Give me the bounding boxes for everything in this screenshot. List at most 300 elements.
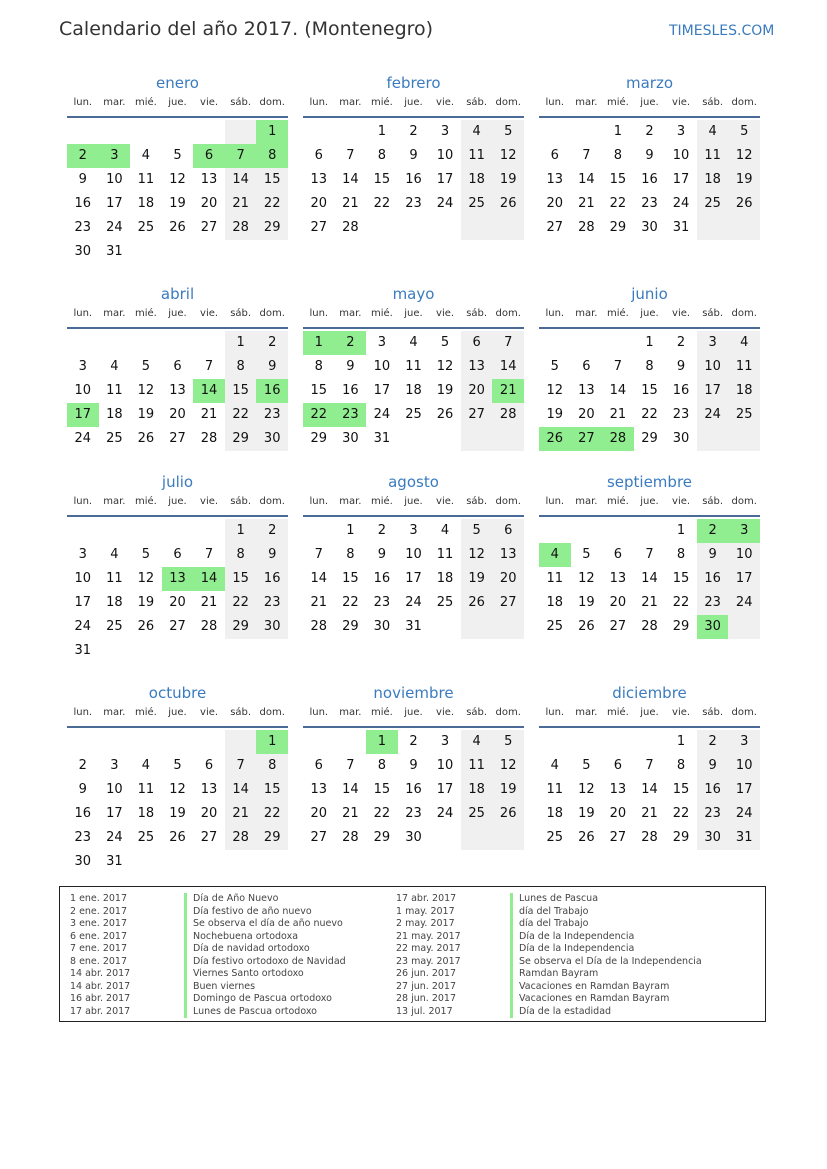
- weekday-label: mié.: [606, 496, 629, 507]
- day-cell: 19: [499, 172, 517, 187]
- weekday-label: mar.: [103, 707, 126, 718]
- day-cell: 10: [436, 758, 454, 773]
- legend-date: 2 ene. 2017: [70, 905, 127, 917]
- day-cell: 24: [704, 407, 721, 422]
- header-divider: [303, 327, 524, 329]
- day-grid: [303, 519, 524, 664]
- day-cell: 26: [499, 806, 517, 821]
- legend-holiday-name: Día de la Independencia: [510, 931, 634, 944]
- day-cell: 1: [676, 734, 686, 749]
- day-cell: 18: [546, 806, 564, 821]
- legend-date: 26 jun. 2017: [396, 968, 457, 979]
- day-cell: 3: [676, 124, 686, 139]
- weekday-header: [67, 707, 288, 723]
- day-cell: 17: [106, 806, 123, 821]
- day-cell: 23: [263, 595, 281, 610]
- day-cell: 10: [735, 758, 753, 773]
- day-cell: 5: [173, 148, 182, 163]
- weekday-label: vie.: [436, 97, 455, 108]
- weekday-label: jue.: [640, 496, 659, 507]
- day-cell: 28: [232, 830, 249, 845]
- day-cell: 22: [232, 595, 249, 610]
- day-cell: 28: [232, 220, 249, 235]
- day-cell: 27: [169, 619, 186, 634]
- day-cell: 14: [499, 359, 517, 374]
- day-cell: 14: [232, 172, 249, 187]
- day-cell: 28: [641, 830, 658, 845]
- holiday-day-cell: 1: [366, 730, 398, 754]
- day-cell: 11: [106, 571, 123, 586]
- legend-date: 3 ene. 2017: [70, 918, 127, 929]
- day-cell: 20: [200, 806, 218, 821]
- day-cell: 17: [735, 782, 753, 797]
- day-cell: 12: [436, 359, 454, 374]
- day-cell: 12: [137, 571, 155, 586]
- day-cell: 19: [137, 407, 155, 422]
- day-cell: 14: [310, 571, 328, 586]
- legend-holiday-name: Día de navidad ortodoxo: [184, 943, 310, 956]
- day-cell: 28: [641, 619, 658, 634]
- day-cell: 17: [735, 571, 753, 586]
- day-cell: 29: [641, 431, 658, 446]
- day-cell: 13: [200, 172, 218, 187]
- weekday-label: dom.: [495, 496, 521, 507]
- day-cell: 19: [499, 782, 517, 797]
- weekday-header: [539, 496, 760, 512]
- day-cell: 10: [74, 383, 92, 398]
- day-cell: 18: [704, 172, 721, 187]
- day-cell: 16: [672, 383, 690, 398]
- weekday-label: vie.: [200, 97, 219, 108]
- day-cell: 14: [609, 383, 627, 398]
- day-cell: 28: [342, 220, 359, 235]
- weekday-label: sáb.: [230, 707, 252, 718]
- day-grid: [539, 120, 760, 265]
- header-divider: [303, 116, 524, 118]
- day-cell: 4: [110, 359, 119, 374]
- header-divider: [539, 726, 760, 728]
- weekday-label: mar.: [103, 496, 126, 507]
- day-cell: 9: [78, 782, 87, 797]
- month-name: abril: [160, 285, 195, 303]
- day-cell: 5: [141, 359, 151, 374]
- day-cell: 6: [582, 359, 591, 374]
- day-cell: 16: [342, 383, 359, 398]
- weekday-label: jue.: [404, 97, 423, 108]
- day-cell: 1: [676, 523, 686, 538]
- holiday-day-cell: 17: [67, 403, 99, 427]
- day-grid: [67, 331, 288, 476]
- day-cell: 4: [550, 758, 559, 773]
- day-cell: 21: [641, 806, 658, 821]
- weekday-label: mar.: [339, 707, 362, 718]
- day-cell: 12: [169, 172, 186, 187]
- day-cell: 4: [472, 734, 481, 749]
- header-divider: [67, 726, 288, 728]
- day-cell: 7: [346, 758, 355, 773]
- day-cell: 21: [310, 595, 328, 610]
- day-cell: 2: [645, 124, 654, 139]
- day-cell: 4: [141, 148, 151, 163]
- day-cell: 13: [310, 782, 328, 797]
- weekday-label: dom.: [259, 496, 285, 507]
- day-cell: 9: [409, 148, 418, 163]
- day-cell: 7: [204, 359, 214, 374]
- day-cell: 2: [268, 523, 277, 538]
- day-cell: 17: [436, 172, 454, 187]
- day-cell: 24: [106, 220, 123, 235]
- day-cell: 26: [169, 830, 186, 845]
- day-cell: 20: [609, 595, 627, 610]
- day-cell: 21: [609, 407, 627, 422]
- legend-date: 27 jun. 2017: [396, 980, 457, 992]
- day-cell: 4: [740, 335, 749, 350]
- holiday-day-cell: 2: [67, 144, 99, 168]
- day-cell: 10: [74, 571, 92, 586]
- day-cell: 9: [268, 359, 277, 374]
- weekday-label: sáb.: [466, 707, 488, 718]
- day-cell: 21: [200, 595, 218, 610]
- day-cell: 27: [310, 220, 328, 235]
- day-cell: 12: [578, 571, 595, 586]
- weekday-header: [539, 707, 760, 723]
- day-cell: 20: [169, 595, 186, 610]
- weekday-label: mié.: [134, 97, 157, 108]
- day-cell: 4: [141, 758, 151, 773]
- month-enero: [67, 74, 288, 274]
- weekday-label: sáb.: [702, 97, 724, 108]
- day-cell: 15: [232, 571, 249, 586]
- header-divider: [67, 515, 288, 517]
- weekday-label: dom.: [731, 707, 757, 718]
- day-cell: 16: [704, 571, 721, 586]
- weekday-label: lun.: [545, 707, 565, 718]
- day-cell: 13: [609, 782, 627, 797]
- legend-date: 21 may. 2017: [396, 930, 461, 942]
- day-cell: 16: [405, 782, 422, 797]
- day-cell: 8: [346, 547, 355, 562]
- day-cell: 27: [310, 830, 328, 845]
- legend-holiday-name: Domingo de Pascua ortodoxo: [184, 993, 332, 1006]
- weekday-label: lun.: [73, 707, 93, 718]
- weekday-label: dom.: [495, 707, 521, 718]
- day-cell: 20: [578, 407, 595, 422]
- day-cell: 9: [346, 359, 355, 374]
- day-cell: 2: [377, 523, 387, 538]
- day-cell: 27: [468, 407, 485, 422]
- day-cell: 13: [310, 172, 328, 187]
- day-cell: 27: [200, 830, 218, 845]
- day-cell: 29: [609, 220, 627, 235]
- weekday-label: vie.: [200, 308, 219, 319]
- legend-holiday-name: Vacaciones en Ramdan Bayram: [510, 993, 669, 1006]
- day-cell: 3: [440, 734, 450, 749]
- day-cell: 22: [672, 595, 690, 610]
- holiday-day-cell: 30: [697, 615, 729, 639]
- day-cell: 7: [645, 758, 654, 773]
- day-cell: 5: [472, 523, 481, 538]
- weekday-label: sáb.: [466, 308, 488, 319]
- legend-holiday-name: Día de Año Nuevo: [184, 893, 278, 906]
- day-cell: 1: [613, 124, 623, 139]
- weekday-label: jue.: [640, 97, 659, 108]
- day-cell: 8: [676, 758, 686, 773]
- holiday-day-cell: 14: [193, 567, 225, 591]
- page-title: Calendario del año 2017. (Montenegro): [59, 18, 434, 40]
- day-cell: 20: [499, 571, 517, 586]
- day-cell: 30: [263, 431, 281, 446]
- day-grid: [539, 519, 760, 664]
- month-marzo: [539, 74, 760, 274]
- day-cell: 7: [314, 547, 323, 562]
- month-name: septiembre: [606, 473, 693, 491]
- day-cell: 15: [342, 571, 359, 586]
- weekday-label: sáb.: [466, 496, 488, 507]
- day-cell: 29: [342, 619, 359, 634]
- day-cell: 12: [578, 782, 595, 797]
- header-divider: [539, 515, 760, 517]
- day-cell: 15: [232, 383, 249, 398]
- day-cell: 22: [373, 806, 391, 821]
- day-cell: 22: [232, 407, 249, 422]
- day-cell: 22: [263, 196, 281, 211]
- day-cell: 24: [672, 196, 690, 211]
- weekday-label: dom.: [259, 97, 285, 108]
- legend-holiday-name: Se observa el Día de la Independencia: [510, 956, 702, 969]
- day-cell: 10: [704, 359, 721, 374]
- legend-holiday-name: Vacaciones en Ramdan Bayram: [510, 981, 669, 994]
- month-febrero: [303, 74, 524, 274]
- day-cell: 28: [200, 431, 218, 446]
- holiday-legend: [59, 886, 766, 1022]
- legend-date: 2 may. 2017: [396, 918, 455, 929]
- day-cell: 1: [377, 124, 387, 139]
- holiday-day-cell: 28: [602, 427, 634, 451]
- day-cell: 25: [468, 806, 485, 821]
- day-cell: 30: [704, 830, 721, 845]
- month-septiembre: [539, 473, 760, 673]
- day-cell: 1: [346, 523, 355, 538]
- day-cell: 26: [735, 196, 753, 211]
- day-cell: 21: [342, 806, 359, 821]
- day-cell: 14: [232, 782, 249, 797]
- day-cell: 25: [106, 619, 123, 634]
- weekday-label: mié.: [134, 496, 157, 507]
- day-cell: 11: [546, 782, 564, 797]
- day-cell: 2: [676, 335, 686, 350]
- day-cell: 26: [137, 431, 155, 446]
- day-grid: [67, 519, 288, 664]
- weekday-label: jue.: [404, 496, 423, 507]
- day-cell: 4: [708, 124, 717, 139]
- day-cell: 28: [342, 830, 359, 845]
- day-cell: 11: [546, 571, 564, 586]
- weekday-label: dom.: [731, 496, 757, 507]
- month-octubre: [67, 684, 288, 884]
- holiday-day-cell: 3: [99, 144, 131, 168]
- day-cell: 18: [106, 407, 123, 422]
- weekday-label: sáb.: [230, 97, 252, 108]
- month-name: octubre: [148, 684, 207, 702]
- day-cell: 16: [263, 571, 281, 586]
- day-cell: 25: [436, 595, 454, 610]
- day-cell: 5: [141, 547, 151, 562]
- month-name: febrero: [386, 74, 441, 92]
- day-cell: 31: [672, 220, 690, 235]
- day-cell: 6: [314, 148, 323, 163]
- day-cell: 12: [169, 782, 186, 797]
- holiday-day-cell: 4: [539, 543, 571, 567]
- day-cell: 25: [546, 619, 564, 634]
- weekday-label: mié.: [370, 308, 393, 319]
- legend-date: 23 may. 2017: [396, 955, 461, 967]
- day-cell: 3: [740, 734, 749, 749]
- day-cell: 15: [310, 383, 328, 398]
- holiday-day-cell: 13: [162, 567, 194, 591]
- month-agosto: [303, 473, 524, 673]
- legend-holiday-name: Ramdan Bayram: [510, 968, 598, 981]
- day-cell: 3: [708, 335, 717, 350]
- legend-holiday-name: Día festivo de año nuevo: [184, 906, 312, 919]
- legend-date: 1 ene. 2017: [70, 893, 127, 904]
- day-cell: 27: [609, 619, 627, 634]
- day-cell: 8: [314, 359, 323, 374]
- day-cell: 13: [200, 782, 218, 797]
- holiday-day-cell: 8: [256, 144, 288, 168]
- header-divider: [303, 726, 524, 728]
- day-cell: 7: [236, 758, 245, 773]
- weekday-header: [539, 97, 760, 113]
- day-cell: 17: [106, 196, 123, 211]
- day-grid: [67, 730, 288, 875]
- legend-date: 22 may. 2017: [396, 943, 461, 954]
- day-cell: 5: [582, 758, 591, 773]
- day-cell: 10: [436, 148, 454, 163]
- weekday-label: vie.: [436, 308, 455, 319]
- day-cell: 11: [405, 359, 422, 374]
- weekday-label: lun.: [73, 97, 93, 108]
- month-name: mayo: [392, 285, 435, 303]
- weekday-label: dom.: [495, 97, 521, 108]
- weekday-label: sáb.: [466, 97, 488, 108]
- weekday-header: [303, 496, 524, 512]
- weekday-label: lun.: [309, 496, 329, 507]
- holiday-day-cell: 6: [193, 144, 225, 168]
- weekday-label: jue.: [168, 308, 187, 319]
- day-cell: 17: [436, 782, 454, 797]
- weekday-label: sáb.: [702, 707, 724, 718]
- day-cell: 13: [609, 571, 627, 586]
- weekday-label: dom.: [259, 308, 285, 319]
- weekday-label: mié.: [134, 707, 157, 718]
- weekday-label: mié.: [370, 496, 393, 507]
- day-cell: 6: [173, 359, 182, 374]
- day-cell: 16: [373, 571, 391, 586]
- day-cell: 16: [74, 196, 92, 211]
- month-mayo: [303, 285, 524, 485]
- month-diciembre: [539, 684, 760, 884]
- day-cell: 24: [735, 806, 753, 821]
- day-cell: 2: [708, 734, 717, 749]
- weekday-label: vie.: [672, 97, 691, 108]
- day-cell: 29: [263, 830, 281, 845]
- holiday-day-cell: 1: [303, 331, 335, 355]
- day-grid: [303, 120, 524, 265]
- weekday-label: jue.: [404, 707, 423, 718]
- day-cell: 11: [436, 547, 454, 562]
- day-cell: 21: [578, 196, 595, 211]
- day-grid: [539, 730, 760, 875]
- day-cell: 18: [137, 806, 155, 821]
- day-cell: 25: [735, 407, 753, 422]
- day-cell: 25: [546, 830, 564, 845]
- day-cell: 23: [704, 806, 721, 821]
- day-cell: 30: [405, 830, 422, 845]
- day-cell: 19: [169, 806, 186, 821]
- legend-holiday-name: Día de la estadidad: [510, 1006, 611, 1019]
- day-cell: 3: [377, 335, 387, 350]
- day-cell: 6: [613, 758, 623, 773]
- weekday-header: [303, 308, 524, 324]
- day-cell: 12: [546, 383, 564, 398]
- weekday-label: sáb.: [230, 496, 252, 507]
- day-cell: 2: [78, 758, 87, 773]
- legend-date: 17 abr. 2017: [70, 1005, 131, 1017]
- day-cell: 11: [468, 148, 485, 163]
- weekday-label: mar.: [339, 308, 362, 319]
- day-cell: 14: [342, 172, 359, 187]
- day-cell: 14: [641, 782, 658, 797]
- day-cell: 31: [373, 431, 391, 446]
- day-cell: 23: [405, 196, 422, 211]
- holiday-day-cell: 1: [256, 120, 288, 144]
- month-julio: [67, 473, 288, 673]
- day-cell: 17: [672, 172, 690, 187]
- month-name: junio: [631, 285, 668, 303]
- day-cell: 5: [582, 547, 591, 562]
- holiday-day-cell: 2: [697, 519, 729, 543]
- weekday-label: jue.: [168, 707, 187, 718]
- day-cell: 17: [405, 571, 422, 586]
- day-cell: 16: [704, 782, 721, 797]
- site-link[interactable]: TIMESLES.COM: [669, 23, 775, 39]
- day-cell: 16: [405, 172, 422, 187]
- day-cell: 3: [409, 523, 418, 538]
- day-cell: 23: [263, 407, 281, 422]
- weekday-header: [67, 97, 288, 113]
- weekday-header: [303, 707, 524, 723]
- day-cell: 16: [74, 806, 92, 821]
- day-cell: 1: [236, 335, 245, 350]
- month-name: agosto: [388, 473, 439, 491]
- day-cell: 9: [645, 148, 654, 163]
- day-cell: 14: [578, 172, 595, 187]
- day-cell: 13: [546, 172, 564, 187]
- day-cell: 24: [735, 595, 753, 610]
- day-cell: 11: [137, 172, 155, 187]
- day-cell: 4: [409, 335, 418, 350]
- holiday-day-cell: 23: [335, 403, 367, 427]
- day-cell: 8: [377, 758, 387, 773]
- day-cell: 11: [106, 383, 123, 398]
- day-cell: 2: [409, 734, 418, 749]
- day-cell: 6: [504, 523, 513, 538]
- weekday-label: jue.: [404, 308, 423, 319]
- holiday-day-cell: 2: [335, 331, 367, 355]
- day-cell: 30: [74, 244, 92, 259]
- day-cell: 30: [672, 431, 690, 446]
- day-cell: 11: [468, 758, 485, 773]
